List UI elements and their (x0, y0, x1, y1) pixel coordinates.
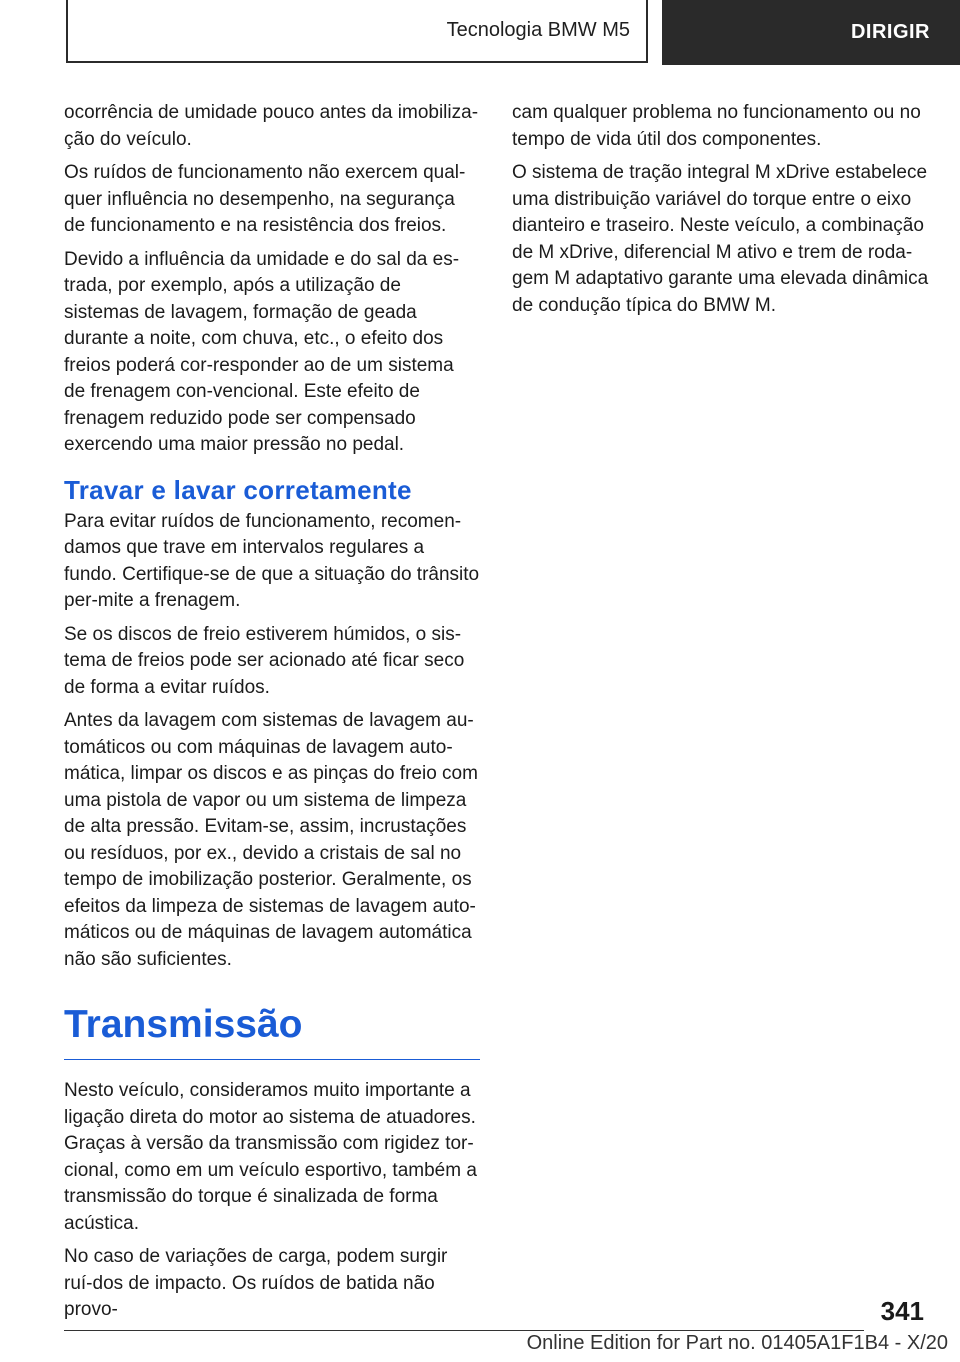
paragraph: Para evitar ruídos de funcionamento, recomen-damos que trave em intervalos regulares a fundo. Certifique-se de que a situação do trânsito per-mite a frenagem. (64, 510, 480, 611)
paragraph: Os ruídos de funcionamento não exercem qual-quer influência no desempenho, na segurança de funcionamento e na resistência dos freios. (64, 162, 466, 236)
paragraph: Nesto veículo, consideramos muito importante a ligação direta do motor ao sistema de atuadores. Graças à versão da transmissão com rigidez tor-cional, como em um veículo esportivo, também a transmissão do torque é sinalizada de forma acústica. (64, 1080, 477, 1234)
page-number: 341 (880, 1296, 924, 1326)
paragraph: cam qualquer problema no funcionamento ou no tempo de vida útil dos componentes. (512, 102, 921, 150)
footer-divider (64, 1330, 864, 1331)
left-column (64, 100, 480, 1331)
paragraph: Antes da lavagem com sistemas de lavagem au-tomáticos ou com máquinas de lavagem auto-mática, limpar os discos e as pinças do freio com uma pistola de vapor ou um sistema de limpeza de alta pressão. Evitam-se, assim, incrustações ou resíduos, por ex., devido a cristais de sal no tempo de imobilização posterior. Geralmente, os efeitos da limpeza de sistemas de lavagem auto-máticos ou de máquinas de lavagem automática não são suficientes. (64, 710, 478, 970)
footer-edition: Online Edition for Part no. 01405A1F1B4 - X/20 (526, 1332, 948, 1354)
paragraph: Devido a influência da umidade e do sal da es-trada, por exemplo, após a utilização de sistemas de lavagem, formação de geada durante a noite, com chuva, etc., o efeito dos freios poderá cor-responder ao de um sistema de frenagem con-vencional. Este efeito de frenagem reduzido pode ser compensado exercendo uma maior pressão no pedal. (64, 248, 460, 455)
document-title-tab (66, 0, 648, 63)
document-title: Tecnologia BMW M5 (446, 19, 630, 41)
paragraph: ocorrência de umidade pouco antes da imobiliza-ção do veículo. (64, 102, 479, 150)
right-column (512, 100, 930, 326)
paragraph: No caso de variações de carga, podem surgir ruí-dos de impacto. Os ruídos de batida não provo- (64, 1246, 448, 1320)
subheading: Travar e lavar corretamente (64, 474, 412, 505)
section-heading: Transmissão (64, 999, 480, 1060)
section-label: DIRIGIR (850, 21, 930, 43)
paragraph: Se os discos de freio estiverem húmidos, o sis-tema de freios pode ser acionado até ficar seco de forma a evitar ruídos. (64, 623, 465, 698)
section-tab (662, 0, 960, 65)
paragraph: O sistema de tração integral M xDrive estabelece uma distribuição variável do torque entre o eixo dianteiro e traseiro. Neste veículo, a combinação de M xDrive, diferencial M ativo e trem de roda-gem M adaptativo garante uma elevada dinâmica de condução típica do BMW M. (512, 162, 929, 316)
